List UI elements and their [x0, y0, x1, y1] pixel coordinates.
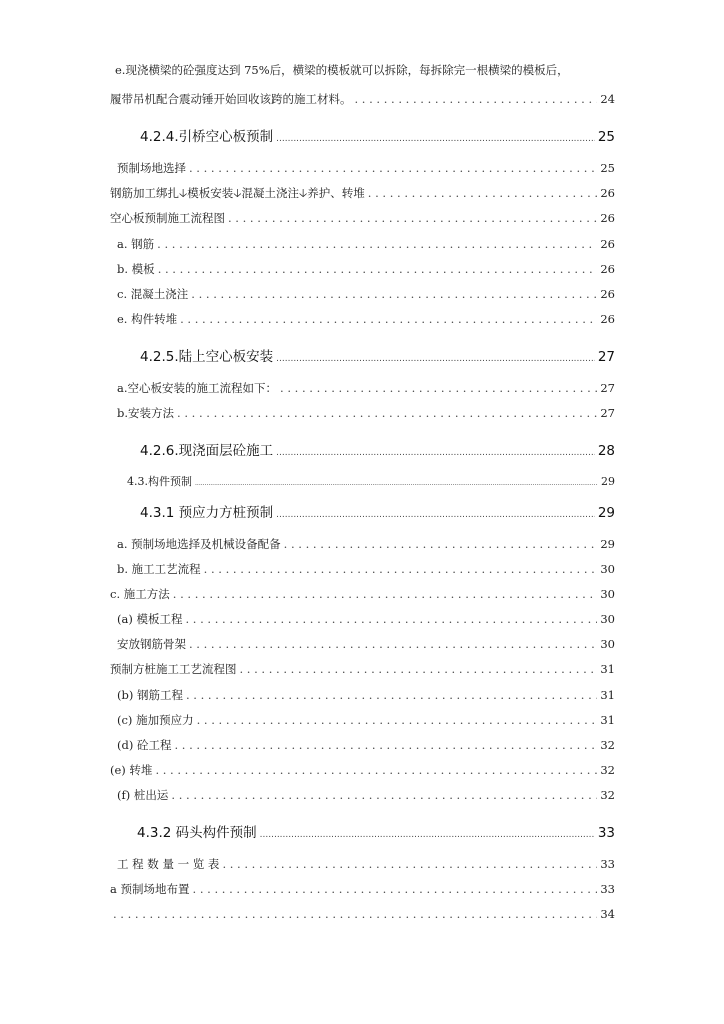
toc-page-number: 34 — [600, 907, 615, 921]
dot-leader — [113, 907, 597, 921]
toc-page-number: 27 — [600, 381, 615, 395]
toc-entry[interactable] — [117, 561, 615, 577]
toc-page-number: 31 — [600, 713, 615, 727]
toc-entry[interactable] — [117, 261, 615, 277]
toc-page-number: 26 — [600, 211, 615, 225]
dot-leader — [185, 612, 597, 626]
toc-entry[interactable] — [117, 286, 615, 302]
dot-leader — [173, 587, 598, 601]
dot-leader — [222, 857, 597, 871]
toc-page-number: 30 — [600, 637, 615, 651]
toc-entry-text: 工 程 数 量 一 览 表 — [117, 857, 220, 871]
toc-entry-text: (f) 桩出运 — [117, 788, 169, 802]
toc-page-number: 26 — [600, 312, 615, 326]
toc-entry[interactable] — [117, 787, 615, 803]
toc-entry[interactable] — [110, 762, 615, 778]
toc-entry[interactable] — [110, 586, 615, 602]
toc-entry-text: b. 施工工艺流程 — [117, 562, 201, 576]
toc-entry[interactable] — [117, 160, 615, 176]
dot-leader — [171, 788, 597, 802]
toc-entry[interactable] — [110, 210, 615, 226]
dot-leader — [191, 287, 597, 301]
toc-entry[interactable] — [117, 636, 615, 652]
toc-page-number: 28 — [597, 443, 615, 459]
toc-entry-text: 空心板预制施工流程图 — [110, 211, 225, 225]
toc-entry-text: 4.3.2 码头构件预制 — [137, 825, 257, 841]
toc-entry[interactable] — [117, 687, 615, 703]
toc-entry[interactable] — [117, 380, 615, 396]
dot-leader — [276, 505, 595, 521]
toc-entry[interactable] — [117, 236, 615, 252]
toc-page-number: 26 — [600, 262, 615, 276]
dot-leader — [177, 406, 597, 420]
toc-page-number: 29 — [601, 475, 615, 488]
toc-entry[interactable] — [110, 881, 615, 897]
toc-entry-text: 安放钢筋骨架 — [117, 637, 186, 651]
dot-leader — [204, 562, 598, 576]
toc-page-number: 32 — [600, 763, 615, 777]
toc-entry[interactable] — [110, 907, 615, 921]
dot-leader — [193, 882, 598, 896]
toc-page-number: 30 — [600, 587, 615, 601]
toc-subheading[interactable] — [127, 473, 615, 489]
toc-page-number: 26 — [600, 186, 615, 200]
toc-page-number: 27 — [597, 349, 615, 365]
toc-entry-text: (a) 模板工程 — [117, 612, 183, 626]
dot-leader — [189, 637, 597, 651]
toc-entry-text: b.安装方法 — [117, 406, 175, 420]
toc-page-number: 25 — [600, 161, 615, 175]
toc-page-number: 33 — [600, 857, 615, 871]
toc-entry-text: 4.2.5.陆上空心板安装 — [140, 349, 274, 365]
toc-page-number: 31 — [600, 662, 615, 676]
toc-page-number: 26 — [600, 237, 615, 251]
toc-entry-text: e. 构件转堆 — [117, 312, 178, 326]
toc-page-number: 29 — [600, 537, 615, 551]
toc-entry-text: (d) 砼工程 — [117, 738, 172, 752]
toc-heading[interactable] — [140, 125, 615, 145]
dot-leader — [180, 312, 597, 326]
toc-entry-text: c. 混凝土浇注 — [117, 287, 189, 301]
toc-entry-text: (e) 转堆 — [110, 763, 153, 777]
toc-page-number: 33 — [600, 882, 615, 896]
toc-entry-text: 4.3.构件预制 — [127, 475, 192, 488]
toc-entry-text: a.空心板安装的施工流程如下： — [117, 381, 278, 395]
toc-entry-text: (b) 钢筋工程 — [117, 688, 183, 702]
dot-leader — [280, 381, 597, 395]
toc-page-number: 29 — [597, 505, 615, 521]
dot-leader — [355, 92, 598, 106]
dot-leader — [189, 161, 597, 175]
toc-heading[interactable] — [140, 501, 615, 521]
toc-page-number: 27 — [600, 406, 615, 420]
toc-entry-text: 预制方桩施工工艺流程图 — [110, 662, 237, 676]
toc-entry[interactable] — [117, 737, 615, 753]
toc-page-number: 32 — [600, 738, 615, 752]
toc-entry[interactable] — [117, 405, 615, 421]
toc-entry[interactable] — [117, 536, 615, 552]
dot-leader — [276, 443, 595, 459]
toc-entry-text: 钢筋加工绑扎🡣模板安装🡣混凝土浇注🡣养护、转堆 — [110, 186, 365, 200]
dot-leader — [276, 349, 595, 365]
toc-entry-text: a. 预制场地选择及机械设备配备 — [117, 537, 281, 551]
toc-entry-text: a. 钢筋 — [117, 237, 155, 251]
toc-entry-text: 4.3.1 预应力方桩预制 — [140, 505, 274, 521]
toc-page-number: 32 — [600, 788, 615, 802]
dot-leader — [175, 738, 598, 752]
toc-page-number: 30 — [600, 562, 615, 576]
dot-leader — [186, 688, 597, 702]
toc-page-number: 33 — [597, 825, 615, 841]
toc-entry[interactable] — [117, 712, 615, 728]
toc-entry-continuation — [110, 62, 615, 78]
toc-heading[interactable] — [137, 821, 615, 841]
toc-heading[interactable] — [140, 345, 615, 365]
toc-heading[interactable] — [140, 439, 615, 459]
toc-entry-text: c. 施工方法 — [110, 587, 170, 601]
toc-entry-text: 履带吊机配合震动锤开始回收该跨的施工材料。 — [110, 92, 352, 106]
dot-leader — [276, 129, 595, 145]
dot-leader — [240, 662, 598, 676]
toc-entry-text: 4.2.6.现浇面层砼施工 — [140, 443, 274, 459]
dot-leader — [197, 713, 598, 727]
dot-leader — [158, 262, 598, 276]
toc-entry[interactable] — [110, 185, 615, 205]
toc-entry-text: b. 模板 — [117, 262, 155, 276]
toc-page-number: 30 — [600, 612, 615, 626]
toc-entry[interactable] — [110, 91, 615, 107]
toc-entry-text: a 预制场地布置 — [110, 882, 190, 896]
dot-leader — [284, 537, 598, 551]
toc-page-number: 26 — [600, 287, 615, 301]
toc-entry[interactable] — [110, 661, 615, 677]
toc-entry-text: e.现浇横梁的砼强度达到 75%后，横梁的模板就可以拆除，每拆除完一根横梁的模板后， — [115, 63, 569, 77]
toc-page-number: 24 — [600, 92, 615, 106]
toc-entry[interactable] — [117, 311, 615, 327]
toc-entry-text: 预制场地选择 — [117, 161, 186, 175]
dot-leader — [157, 237, 597, 251]
dot-leader — [195, 475, 598, 488]
toc-entry[interactable] — [117, 856, 615, 872]
dot-leader — [260, 825, 595, 841]
toc-entry-text: (c) 施加预应力 — [117, 713, 194, 727]
toc-page-number: 25 — [597, 129, 615, 145]
dot-leader — [155, 763, 597, 777]
toc-entry[interactable] — [117, 611, 615, 627]
dot-leader — [228, 211, 597, 225]
toc-entry-text: 4.2.4.引桥空心板预制 — [140, 129, 274, 145]
toc-page-number: 31 — [600, 688, 615, 702]
dot-leader — [368, 186, 598, 200]
